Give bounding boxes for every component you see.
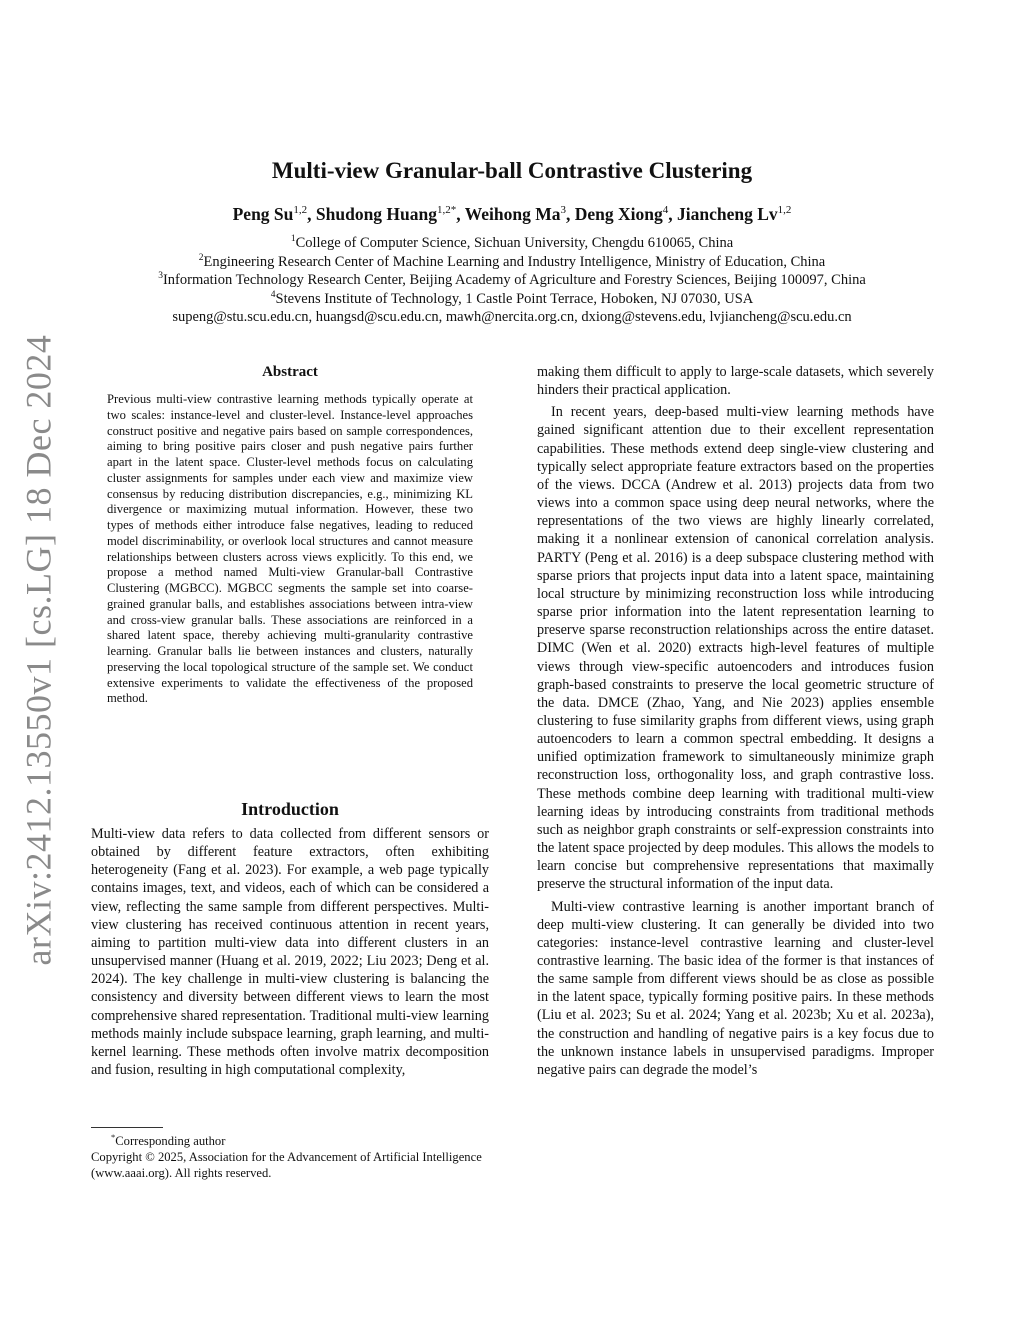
footnote-text: Corresponding author xyxy=(115,1134,226,1149)
author-separator: , xyxy=(307,204,316,224)
affiliation-marker: 2 xyxy=(198,253,204,263)
author-emails: supeng@stu.scu.edu.cn, huangsd@scu.edu.cn, mawh@nercita.org.cn, dxiong@stevens.edu, lvjiancheng@scu.edu.cn xyxy=(172,309,852,325)
author-separator: , xyxy=(668,204,677,224)
affiliation-text: Stevens Institute of Technology, 1 Castle Point Terrace, Hoboken, NJ 07030, USA xyxy=(275,290,754,307)
affiliation-line xyxy=(0,290,1024,308)
author-separator: , xyxy=(456,204,465,224)
paper-title: Multi-view Granular-ball Contrastive Clustering xyxy=(271,158,753,183)
author-affiliation-marker: 4 xyxy=(662,204,669,217)
affiliation-text: Information Technology Research Center, Beijing Academy of Agriculture and Forestry Sciences, Beijing 100097, China xyxy=(162,271,866,288)
author-affiliation-marker: 1,2* xyxy=(437,204,457,217)
corresponding-author-note xyxy=(91,1130,489,1150)
affiliation-text: College of Computer Science, Sichuan University, Chengdu 610065, China xyxy=(295,234,734,251)
author-name: Weihong Ma xyxy=(464,204,561,224)
body-paragraph: Multi-view data refers to data collected from different sensors or obtained by different feature extractors, often exhibiting heterogeneity (Fang et al. 2023). For example, a web page typically contains images, text, and videos, each of which can be considered a view, reflecting the same sample from different perspectives. Multi-view clustering has received continuous attention in recent years, aiming to partition multi-view data into different clusters in an unsupervised manner (Huang et al. 2019, 2022; Liu 2023; Deng et al. 2024). The key challenge in multi-view clustering is balancing the consistency and diversity between different views to learn the most comprehensive shared representation. Traditional multi-view learning methods mainly include subspace learning, graph learning, and multi-kernel learning. These methods often involve matrix decomposition and fusion, resulting in high computational complexity, xyxy=(91,826,489,1079)
abstract-heading: Abstract xyxy=(262,364,318,380)
author-name: Peng Su xyxy=(232,204,294,224)
affiliation-text: Engineering Research Center of Machine Learning and Industry Intelligence, Ministry of Education, China xyxy=(203,253,826,270)
introduction-body xyxy=(91,825,489,1079)
author-affiliation-marker: 1,2 xyxy=(777,204,792,217)
footnote xyxy=(91,1130,489,1182)
arxiv-watermark xyxy=(10,334,66,966)
affiliation-line xyxy=(0,234,1024,252)
author-name: Jiancheng Lv xyxy=(676,204,778,224)
footnote-marker: * xyxy=(111,1132,116,1142)
body-paragraph: In recent years, deep-based multi-view learning methods have gained significant attention due to their excellent representation capabilities. These methods extend deep single-view clustering and typically select appropriate feature extractors based on the properties of the views. DCCA (Andrew et al. 2013) projects data from two views into a common space using deep neural networks, where the representations of the two views are highly linearly correlated, making it a nonlinear extension of canonical correlation analysis. PARTY (Peng et al. 2016) is a deep subspace clustering method with sparse priors that projects input data into a latent space, maintaining local structure by minimizing reconstruction loss while introducing sparse prior information into the latent representation learning to preserve sparse reconstruction relationships across the entire dataset. DIMC (Wen et al. 2020) extracts high-level features of multiple views through view-specific autoencoders and introduces fusion graph-based constraints to preserve the local geometric structure of the data. DMCE (Zhao, Yang, and Nie 2023) applies ensemble clustering to fuse similarity graphs from different views, using graph autoencoders to learn a common spectral embedding. It designs a unified optimization framework to simultaneously minimize graph reconstruction loss, orthogonality loss, and graph contrastive loss. These methods combine deep learning with traditional multi-view learning ideas by introducing constraints from traditional methods such as neighbor graph constraints or self-expression constraints into the latent space projected by deep modules. This allows the models to learn concise but comprehensive representations that maximally preserve the structural information of the input data. xyxy=(537,404,934,893)
affiliation-marker: 3 xyxy=(158,271,163,281)
author-separator: , xyxy=(565,204,575,224)
footnote-divider xyxy=(91,1127,163,1128)
introduction-heading: Introduction xyxy=(241,799,339,819)
affiliation-marker: 1 xyxy=(290,234,296,244)
author-name: Shudong Huang xyxy=(315,204,438,224)
affiliation-line xyxy=(0,271,1024,289)
body-paragraph: Multi-view contrastive learning is another important branch of deep multi-view clustering. It can generally be divided into two categories: instance-level contrastive learning and cluster-level contrastive learning. The basic idea of the former is that instances of the same sample from different views should be as close as possible in the latent space, typically forming positive pairs. In these methods (Liu et al. 2023; Su et al. 2024; Yang et al. 2023b; Xu et al. 2023a), the construction and handling of negative pairs is a key focus due to the unknown instance labels in unsupervised paradigms. Improper negative pairs can degrade the model’s xyxy=(537,898,934,1078)
arxiv-identifier: arXiv:2412.13550v1 [cs.LG] 18 Dec 2024 xyxy=(18,334,59,966)
right-column xyxy=(537,363,934,1079)
author-list xyxy=(0,204,1024,225)
body-paragraph: making them difficult to apply to large-scale datasets, which severely hinders their practical application. xyxy=(537,364,934,399)
affiliation-marker: 4 xyxy=(270,290,276,300)
affiliation-line xyxy=(0,253,1024,271)
author-name: Deng Xiong xyxy=(574,204,663,224)
copyright-notice: Copyright © 2025, Association for the Advancement of Artificial Intelligence (www.aaai.org). All rights reserved. xyxy=(91,1149,482,1180)
author-affiliation-marker: 3 xyxy=(560,204,566,217)
abstract-body: Previous multi-view contrastive learning methods typically operate at two scales: instance-level and cluster-level. Instance-level approaches construct positive and negative pairs based on sample correspondences, aiming to bring positive pairs closer and push negative pairs further apart in the latent space. Cluster-level methods focus on calculating cluster assignments for samples under each view and maximize view consensus by reducing distribution discrepancies, e.g., minimizing KL divergence or maximizing mutual information. However, these two types of methods either introduce false negatives, leading to reduced model discriminability, or overlook local structures and cannot measure relationships between clusters across views explicitly. To this end, we propose a method named Multi-view Granular-ball Contrastive Clustering (MGBCC). MGBCC segments the sample set into coarse-grained granular balls, and establishes associations between intra-view and cross-view granular balls. These associations are reinforced in a shared latent space, thereby achieving multi-granularity contrastive learning. Granular balls lie between instances and clusters, naturally preserving the local topological structure of the sample set. We conduct extensive experiments to validate the effectiveness of the proposed method. xyxy=(107,392,473,706)
author-affiliation-marker: 1,2 xyxy=(293,204,308,217)
